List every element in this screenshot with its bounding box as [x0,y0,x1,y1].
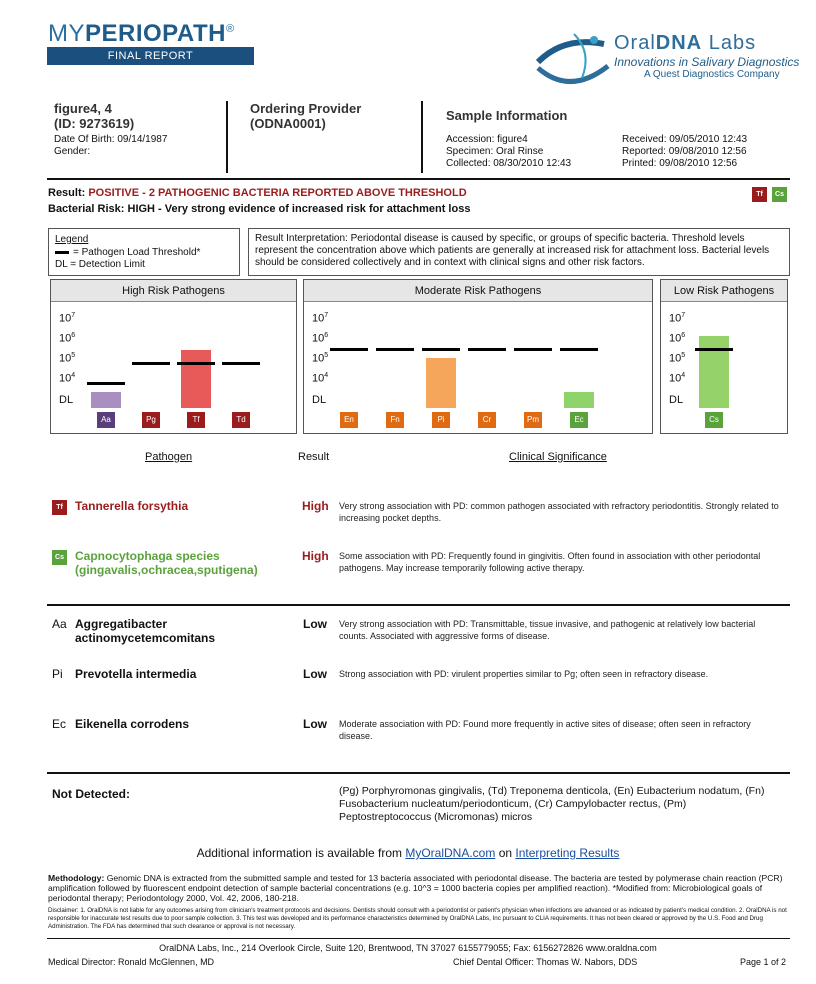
pathogen-name: Aggregatibacter [75,617,168,631]
badge-tf: Tf [752,187,767,202]
threshold-line [514,348,552,351]
y-tick-label: $10^4$ [59,372,76,385]
footer-dental-officer: Chief Dental Officer: Thomas W. Nabors, DDS [453,957,638,967]
x-label-tf: Tf [187,412,205,428]
result-value: High [302,499,329,513]
interpretation-label: Result Interpretation: [255,233,348,244]
result-value: High [302,549,329,563]
x-label-cs: Cs [705,412,723,428]
sample-received: Received: 09/05/2010 12:43 [622,134,748,145]
methodology-label: Methodology: [48,873,105,883]
result-value: Low [303,617,327,631]
y-tick-label: $10^5$ [669,352,686,365]
x-label-pi: Pi [432,412,450,428]
methodology-text: Genomic DNA is extracted from the submitted sample and tested for 13 bacteria associated with periodontal disease. The bacteria are tested by polymerase chain reaction (PCR) amplification followed by fluorescent endpoint detection of sample bacterial concentrations (e.g. 10^3 = 1000 bacteria copies per amplified reaction). *Modified from: Microbiological goals of periodontal therapy; Periodontology 2000, Vol. 42, 2006, 180-218. [48,873,783,903]
sample-title: Sample Information [446,108,568,123]
patient-dob: Date Of Birth: 09/14/1987 [54,134,168,145]
result-value: POSITIVE - 2 PATHOGENIC BACTERIA REPORTED ABOVE THRESHOLD [88,187,467,199]
chart-low-risk [660,279,788,434]
threshold-line [222,362,260,365]
sample-reported: Reported: 09/08/2010 12:56 [622,146,747,157]
x-label-pg: Pg [142,412,160,428]
bar-tf [181,350,211,408]
pathogen-name-sub: (gingavalis,ochracea,sputigena) [75,563,258,577]
y-tick-label: $10^6$ [59,332,76,345]
badge-cs: Cs [772,187,787,202]
interpretation-text: Periodontal disease is caused by specific, or groups of specific bacteria. Threshold levels represent the concentration above which patients are generally at increased risk for attachment loss. Bacterial levels should be considered collectively and in context with clinical signs and other risk factors. [255,233,770,268]
sample-collected: Collected: 08/30/2010 12:43 [446,158,572,169]
threshold-line [132,362,170,365]
clinical-significance: Strong association with PD: virulent properties similar to Pg; often seen in refractory disease. [339,669,709,679]
not-detected-label: Not Detected: [52,787,131,801]
risk-value: HIGH - Very strong evidence of increased risk for attachment loss [127,203,471,215]
x-label-pm: Pm [524,412,542,428]
patient-name: figure4, 4 [54,101,112,116]
legend-box [48,228,240,276]
chart-title: High Risk Pathogens [51,280,296,302]
chart-title: Low Risk Pathogens [661,280,787,302]
footer-director: Medical Director: Ronald McGlennen, MD [48,957,215,967]
additional-info: Additional information is available from MyOralDNA.com on Interpreting Results [196,846,620,860]
row-abbr: Ec [52,717,67,731]
col-result: Result [298,451,330,463]
row-badge: Tf [52,500,67,515]
pathogen-name-sub: actinomycetemcomitans [75,631,216,645]
pathogen-name: Eikenella corrodens [75,717,190,731]
provider-title: Ordering Provider [250,101,362,116]
y-tick-label: $10^6$ [669,332,686,345]
patient-id: (ID: 9273619) [54,116,135,131]
oraldna-logo-graphic [534,26,612,93]
y-tick-label: $10^4$ [669,372,686,385]
pathogen-name: Prevotella intermedia [75,667,197,681]
threshold-line [330,348,368,351]
x-label-en: En [340,412,358,428]
y-tick-label: DL [669,394,684,406]
threshold-line [560,348,598,351]
threshold-line [177,362,215,365]
y-tick-label: DL [312,394,327,406]
x-label-aa: Aa [97,412,115,428]
myperiopath-logo: MYPERIOPATH® [48,20,235,47]
col-pathogen: Pathogen [145,451,193,463]
y-tick-label: DL [59,394,74,406]
myoraldna-link[interactable]: MyOralDNA.com [405,846,496,860]
col-significance: Clinical Significance [509,451,607,463]
sample-accession: Accession: figure4 [446,134,528,145]
sample-info-right [622,134,747,170]
bacterial-risk-line: Bacterial Risk: HIGH - Very strong evidence of increased risk for attachment loss [48,203,471,215]
interpretation-box [248,228,790,276]
y-tick-label: $10^7$ [669,312,686,325]
result-value: Low [303,667,327,681]
chart-high-risk [50,279,297,434]
clinical-significance: Moderate association with PD: Found more frequently in active sites of disease; often seen in refractory disease. [339,719,751,741]
threshold-line [376,348,414,351]
row-abbr: Pi [52,667,63,681]
y-tick-label: $10^6$ [312,332,329,345]
chart-title: Moderate Risk Pathogens [304,280,652,302]
legend-title: Legend [55,234,89,245]
row-abbr: Aa [52,617,67,631]
bar-aa [91,392,121,408]
disclaimer: Disclaimer: 1. OralDNA is not liable for any outcomes arising from clinician's treatment protocols and decisions. Dentists should consult with a periodontist or patient's physician when infections are advanced or as indicated by patient's medical condition. 2. OralDNA is not responsible for inaccurate test results due to poor sample collection. 3. This test was developed and its performance characteristics determined by OralDNA Labs, Inc pursuant to CLIA requirements. It has not been cleared or approved by the U.S. Food and Drug Administration. The FDA has determined that such clearance or approval is not necessary. [48,907,787,930]
footer-page: Page 1 of 2 [740,957,787,967]
divider [421,101,423,173]
chart-moderate-risk [303,279,653,434]
result-value: Low [303,717,327,731]
methodology [48,873,793,903]
sample-specimen: Specimen: Oral Rinse [446,146,544,157]
threshold-line [468,348,506,351]
threshold-line [695,348,733,351]
final-report-label: FINAL REPORT [47,47,254,65]
row-badge: Cs [52,550,67,565]
x-label-fn: Fn [386,412,404,428]
pathogen-name: Capnocytophaga species [75,549,220,563]
sample-printed: Printed: 09/08/2010 12:56 [622,158,738,169]
footer-address: OralDNA Labs, Inc., 214 Overlook Circle, Suite 120, Brentwood, TN 37027 6155779055; Fax: 6156272826 www.oraldna.com [159,943,657,953]
y-tick-label: $10^7$ [312,312,329,325]
threshold-line [87,382,125,385]
bar-cs [699,336,729,408]
divider [47,178,790,180]
pathogen-name: Tannerella forsythia [75,499,189,513]
x-label-ec: Ec [570,412,588,428]
threshold-swatch [55,251,69,254]
clinical-significance: Very strong association with PD: Transmittable, tissue invasive, and pathogenic at relatively low bacterial counts. Associated with aggressive forms of disease. [339,619,756,641]
divider [47,604,790,606]
clinical-significance: Very strong association with PD: common pathogen associated with refractory periodontitis. Strongly related to increasing pocket depths. [339,501,779,523]
x-label-cr: Cr [478,412,496,428]
divider [47,772,790,774]
provider-id: (ODNA0001) [250,116,326,131]
patient-info [54,101,167,158]
divider [47,938,790,939]
x-label-td: Td [232,412,250,428]
sample-info-left [446,134,571,170]
y-tick-label: $10^5$ [59,352,76,365]
patient-gender: Gender: [54,146,91,157]
ordering-provider [250,101,361,131]
y-tick-label: $10^5$ [312,352,329,365]
threshold-line [422,348,460,351]
y-tick-label: $10^4$ [312,372,329,385]
clinical-significance: Some association with PD: Frequently found in gingivitis. Often found in association with other periodontal pathogens. May increase temporarily following active therapy. [339,551,761,573]
bar-pi [426,358,456,408]
legend-dl: DL = Detection Limit [55,259,145,270]
not-detected-list: (Pg) Porphyromonas gingivalis, (Td) Treponema denticola, (En) Eubacterium nodatum, (Fn) Fusobacterium nucleatum/periodonticum, (Cr) Campylobacter rectus, (Pm) Peptostreptococcus (Micromonas) micros [339,785,765,823]
y-tick-label: $10^7$ [59,312,76,325]
legend-threshold: = Pathogen Load Threshold* [73,247,201,258]
oraldna-labs-logo: OralDNA Labs Innovations in Salivary Diagnostics A Quest Diagnostics Company [614,32,800,80]
result-line: Result: POSITIVE - 2 PATHOGENIC BACTERIA REPORTED ABOVE THRESHOLD [48,187,467,199]
divider [226,101,228,173]
bar-ec [564,392,594,408]
interpreting-results-link[interactable]: Interpreting Results [515,846,620,860]
